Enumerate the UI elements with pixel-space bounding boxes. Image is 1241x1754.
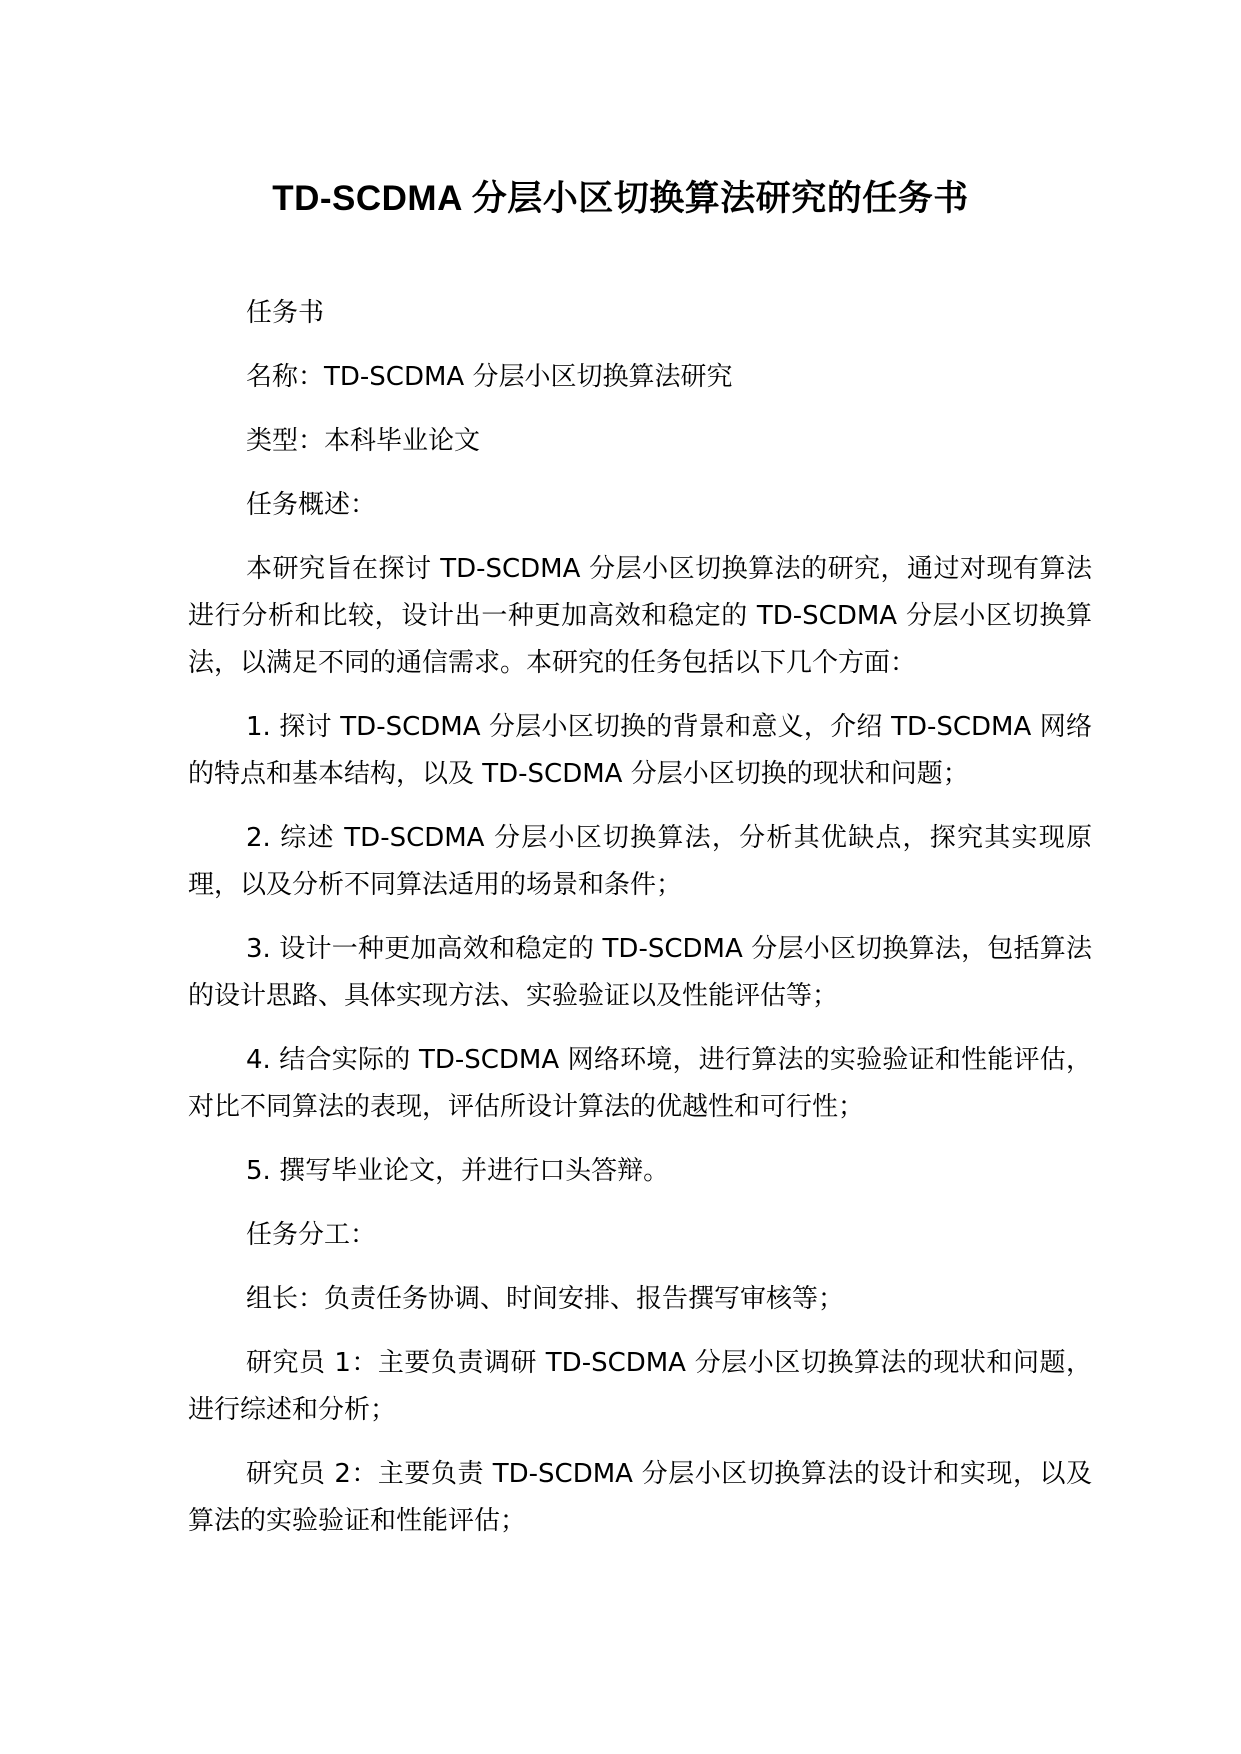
section-heading-overview: 任务概述： bbox=[246, 490, 377, 520]
task-item-5: 5. 撰写毕业论文，并进行口头答辩。 bbox=[246, 1156, 670, 1186]
role-leader: 组长：负责任务协调、时间安排、报告撰写审核等； bbox=[246, 1284, 845, 1314]
document-title: TD-SCDMA 分层小区切换算法研究的任务书 bbox=[272, 179, 969, 218]
document-body bbox=[188, 290, 1092, 1562]
field-type: 类型：本科毕业论文 bbox=[246, 426, 481, 456]
task-item-2: 2. 综述 TD-SCDMA 分层小区切换算法，分析其优缺点，探究其实现原理，以及分析不同算法适用的场景和条件； bbox=[188, 823, 1092, 900]
section-heading-division: 任务分工： bbox=[246, 1220, 377, 1250]
task-item-3: 3. 设计一种更加高效和稳定的 TD-SCDMA 分层小区切换算法，包括算法的设计思路、具体实现方法、实验验证以及性能评估等； bbox=[188, 934, 1092, 1011]
field-name: 名称：TD-SCDMA 分层小区切换算法研究 bbox=[246, 362, 733, 392]
task-item-4: 4. 结合实际的 TD-SCDMA 网络环境，进行算法的实验验证和性能评估，对比不同算法的表现，评估所设计算法的优越性和可行性； bbox=[188, 1045, 1092, 1122]
overview-paragraph: 本研究旨在探讨 TD-SCDMA 分层小区切换算法的研究，通过对现有算法进行分析和比较，设计出一种更加高效和稳定的 TD-SCDMA 分层小区切换算法，以满足不同的通信需求。本研究的任务包括以下几个方面： bbox=[188, 554, 1092, 678]
role-researcher-1: 研究员 1：主要负责调研 TD-SCDMA 分层小区切换算法的现状和问题，进行综述和分析； bbox=[188, 1348, 1092, 1425]
section-heading-task-book: 任务书 bbox=[246, 298, 325, 328]
task-item-1: 1. 探讨 TD-SCDMA 分层小区切换的背景和意义，介绍 TD-SCDMA 网络的特点和基本结构，以及 TD-SCDMA 分层小区切换的现状和问题； bbox=[188, 712, 1092, 789]
role-researcher-2: 研究员 2：主要负责 TD-SCDMA 分层小区切换算法的设计和实现，以及算法的实验验证和性能评估； bbox=[188, 1459, 1092, 1536]
